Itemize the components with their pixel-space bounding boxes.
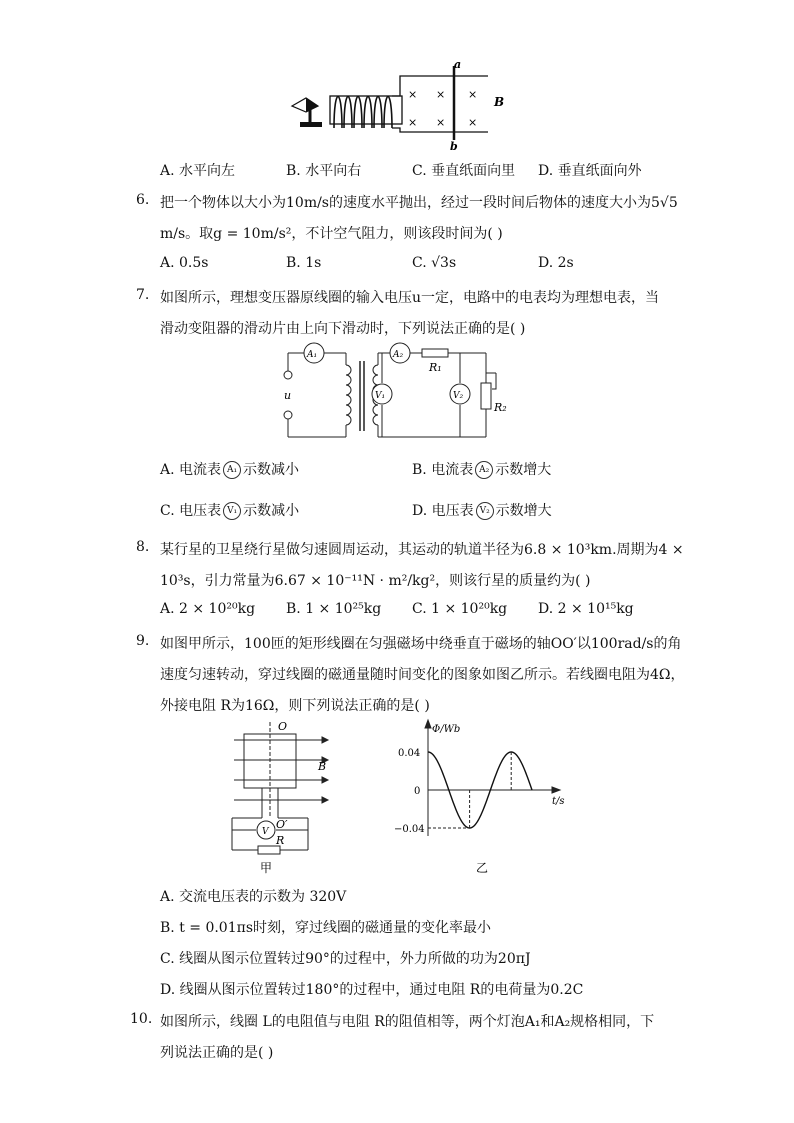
q10-line1: 如图所示，线圈 L的电阻值与电阻 R的阻值相等，两个灯泡A₁和A₂规格相同，下 <box>160 1014 655 1030</box>
u-label: u <box>284 389 292 402</box>
q7-option-d: D. 电压表 V₂ 示数增大 <box>412 503 552 519</box>
q6-option-d: D. 2s <box>538 255 574 271</box>
q7-option-c: C. 电压表 V₁ 示数减小 <box>160 503 300 519</box>
q8-line1: 某行星的卫星绕行星做匀速圆周运动，其运动的轨道半径为6.8 × 10³km.周期为4 × <box>160 542 684 558</box>
q6-option-b: B. 1s <box>286 255 322 271</box>
figure-yi-caption: 乙 <box>476 861 489 875</box>
r2-label: R₂ <box>494 401 507 414</box>
field-b-label: B <box>318 760 327 773</box>
meter-a1-label: A₁ <box>307 350 318 360</box>
q9-option-a: A. 交流电压表的示数为 320V <box>160 889 347 905</box>
q6-option-c: C. √3s <box>412 255 457 271</box>
q8-option-d: D. 2 × 10¹⁵kg <box>538 601 634 617</box>
y-tick-zero: 0 <box>414 786 421 797</box>
label-b: b <box>450 140 458 153</box>
svg-text:×: × <box>408 116 418 129</box>
q5-option-c: C. 垂直纸面向里 <box>412 163 516 179</box>
y-axis-label: Φ/Wb <box>432 724 461 735</box>
q6-option-a: A. 0.5s <box>160 255 209 271</box>
q6-line1: 把一个物体以大小为10m/s的速度水平抛出，经过一段时间后物体的速度大小为5√5 <box>160 195 678 211</box>
q9-number: 9. <box>136 633 150 649</box>
q5-option-d: D. 垂直纸面向外 <box>538 163 642 179</box>
voltmeter-v2-icon: V₂ <box>476 502 494 520</box>
transformer-circuit-figure <box>282 343 507 443</box>
q9-line3: 外接电阻 R为16Ω，则下列说法正确的是( ) <box>160 698 430 714</box>
q7-line2: 滑动变阻器的滑动片由上向下滑动时，下列说法正确的是( ) <box>160 321 526 337</box>
figure-jia-caption: 甲 <box>260 861 273 875</box>
axis-o-prime-label: O′ <box>276 818 288 831</box>
q6-line2: m/s。取g = 10m/s²，不计空气阻力，则该段时间为( ) <box>160 226 503 242</box>
meter-v1-label: V₁ <box>375 391 386 401</box>
meter-a2-label: A₂ <box>393 350 404 360</box>
resistor-r-label: R <box>276 834 285 847</box>
voltmeter-v-label: V <box>262 827 269 837</box>
axis-o-label: O <box>278 720 288 733</box>
q9-option-b: B. t = 0.01πs时刻，穿过线圈的磁通量的变化率最小 <box>160 920 492 936</box>
y-tick-bottom: −0.04 <box>394 824 425 835</box>
q7-option-b: B. 电流表 A₂ 示数增大 <box>412 462 552 478</box>
q8-option-c: C. 1 × 10²⁰kg <box>412 601 508 617</box>
q8-option-b: B. 1 × 10²⁵kg <box>286 601 382 617</box>
q5-option-a: A. 水平向左 <box>160 163 236 179</box>
q5-option-b: B. 水平向右 <box>286 163 362 179</box>
coil-figure-jia <box>222 718 332 878</box>
flux-chart-yi <box>382 718 572 878</box>
q7-option-a: A. 电流表 A₁ 示数减小 <box>160 462 300 478</box>
svg-text:×: × <box>436 88 446 101</box>
label-B: B <box>494 95 505 109</box>
q9-line2: 速度匀速转动，穿过线圈的磁通量随时间变化的图象如图乙所示。若线圈电阻为4Ω， <box>160 667 685 683</box>
meter-v2-label: V₂ <box>453 391 464 401</box>
q9-option-d: D. 线圈从图示位置转过180°的过程中，通过电阻 R的电荷量为0.2C <box>160 982 584 998</box>
ammeter-a2-icon: A₂ <box>475 461 493 479</box>
r1-label: R₁ <box>429 361 442 374</box>
q7-number: 7. <box>136 287 150 303</box>
solenoid-figure <box>288 56 528 151</box>
q10-number: 10. <box>130 1011 153 1027</box>
q8-line2: 10³s，引力常量为6.67 × 10⁻¹¹N · m²/kg²，则该行星的质量约为( ) <box>160 573 591 589</box>
q9-line1: 如图甲所示，100匝的矩形线圈在匀强磁场中绕垂直于磁场的轴OO′以100rad/s的角 <box>160 636 682 652</box>
x-axis-label: t/s <box>552 796 565 807</box>
svg-text:×: × <box>408 88 418 101</box>
q7-line1: 如图所示，理想变压器原线圈的输入电压u一定，电路中的电表均为理想电表，当 <box>160 290 660 306</box>
svg-text:×: × <box>468 88 478 101</box>
q10-line2: 列说法正确的是( ) <box>160 1045 274 1061</box>
svg-text:×: × <box>436 116 446 129</box>
q6-number: 6. <box>136 192 150 208</box>
q9-option-c: C. 线圈从图示位置转过90°的过程中，外力所做的功为20πJ <box>160 951 531 967</box>
q8-option-a: A. 2 × 10²⁰kg <box>160 601 256 617</box>
q8-number: 8. <box>136 539 150 555</box>
voltmeter-v1-icon: V₁ <box>223 502 241 520</box>
label-a: a <box>454 58 462 71</box>
field-crosses <box>408 88 477 129</box>
ammeter-a1-icon: A₁ <box>223 461 241 479</box>
svg-text:×: × <box>468 116 478 129</box>
y-tick-top: 0.04 <box>398 748 421 759</box>
